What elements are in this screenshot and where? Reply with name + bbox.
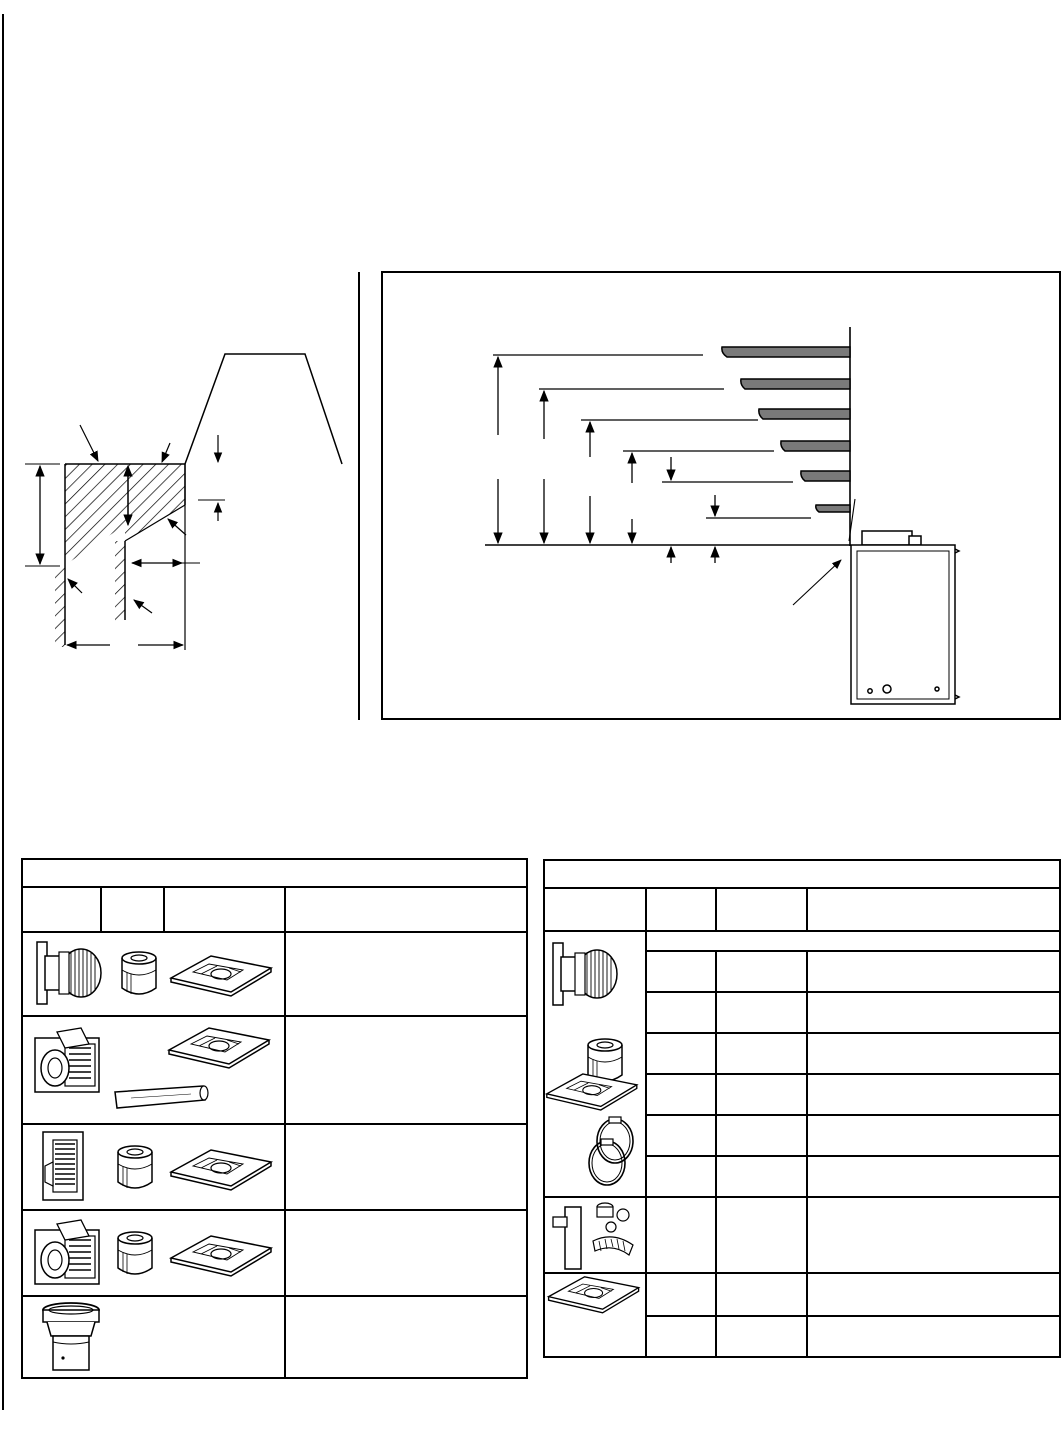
cell (807, 1115, 1060, 1156)
firestop-plate-icon (169, 1028, 269, 1068)
group-1-images (544, 931, 646, 1197)
collar-icon (118, 1232, 152, 1274)
row-4-description (285, 1210, 527, 1296)
conversion-kit-icon (553, 1203, 633, 1269)
cell (807, 1156, 1060, 1197)
diagram-divider (358, 272, 360, 720)
left-header-col-3 (164, 887, 285, 932)
cell (716, 1115, 807, 1156)
right-header-col-3 (716, 888, 807, 931)
firestop-plate-icon (171, 1150, 271, 1190)
page-left-rule (2, 14, 4, 1410)
cell (716, 1273, 807, 1316)
firestop-plate-icon (549, 1277, 639, 1313)
right-parts-table (543, 859, 1061, 1358)
cell (646, 1197, 716, 1273)
cell (807, 1033, 1060, 1074)
collar-icon (588, 1039, 622, 1081)
clearance-hatch-diagram (20, 345, 355, 660)
cell (716, 1316, 807, 1357)
row-4-images (22, 1210, 285, 1296)
cell (716, 1074, 807, 1115)
right-header-col-2 (646, 888, 716, 931)
left-header-col-2 (101, 887, 164, 932)
left-table-title (22, 859, 527, 887)
group-2-images (544, 1197, 646, 1273)
row-3-images (22, 1124, 285, 1210)
row-2-description (285, 1016, 527, 1124)
right-table-title (544, 860, 1060, 888)
termination-cap-icon (37, 942, 101, 1004)
right-header-col-1 (544, 888, 646, 931)
cell (807, 1273, 1060, 1316)
cell (646, 951, 716, 992)
cell (716, 1033, 807, 1074)
termination-cap-icon (553, 943, 617, 1005)
mantel-shelves (722, 347, 850, 512)
snorkel-cap-icon (35, 1028, 99, 1092)
table-row (22, 1016, 527, 1124)
cell (646, 1273, 716, 1316)
row-1-description (285, 932, 527, 1016)
fireplace-unit (851, 531, 959, 704)
cell (646, 992, 716, 1033)
left-header-col-4 (285, 887, 527, 932)
pipe-section-icon (115, 1086, 208, 1108)
cell (716, 951, 807, 992)
cell (646, 1156, 716, 1197)
row-5-description (285, 1296, 527, 1378)
vent-adapter-icon (43, 1303, 99, 1370)
firestop-plate-icon (547, 1074, 637, 1110)
firestop-plate-icon (171, 956, 271, 996)
cell (807, 1074, 1060, 1115)
row-1-images (22, 932, 285, 1016)
cell (716, 1156, 807, 1197)
cell (807, 951, 1060, 992)
collar-icon (118, 1146, 152, 1188)
cell (646, 1316, 716, 1357)
louvered-cap-icon (43, 1132, 83, 1200)
left-parts-table (21, 858, 528, 1379)
cell (807, 992, 1060, 1033)
right-header-col-4 (807, 888, 1060, 931)
row-2-images (22, 1016, 285, 1124)
cell (716, 992, 807, 1033)
table-row (544, 1197, 1060, 1273)
cell (646, 1033, 716, 1074)
group-3-images (544, 1273, 646, 1357)
cell (646, 1074, 716, 1115)
row-3-description (285, 1124, 527, 1210)
left-header-col-1 (22, 887, 101, 932)
cell (807, 1197, 1060, 1273)
cell (716, 1197, 807, 1273)
table-row (544, 1273, 1060, 1316)
mantel-clearance-diagram (381, 271, 1061, 720)
firestop-plate-icon (171, 1236, 271, 1276)
table-row (22, 1210, 527, 1296)
row-5-images (22, 1296, 285, 1378)
table-row (22, 932, 527, 1016)
louvered-snorkel-cap-icon (35, 1220, 99, 1284)
cell (807, 1316, 1060, 1357)
table-row (22, 1296, 527, 1378)
table-row (22, 1124, 527, 1210)
collar-icon (122, 952, 156, 994)
cell (646, 1115, 716, 1156)
group-1-spacer (646, 931, 1060, 951)
